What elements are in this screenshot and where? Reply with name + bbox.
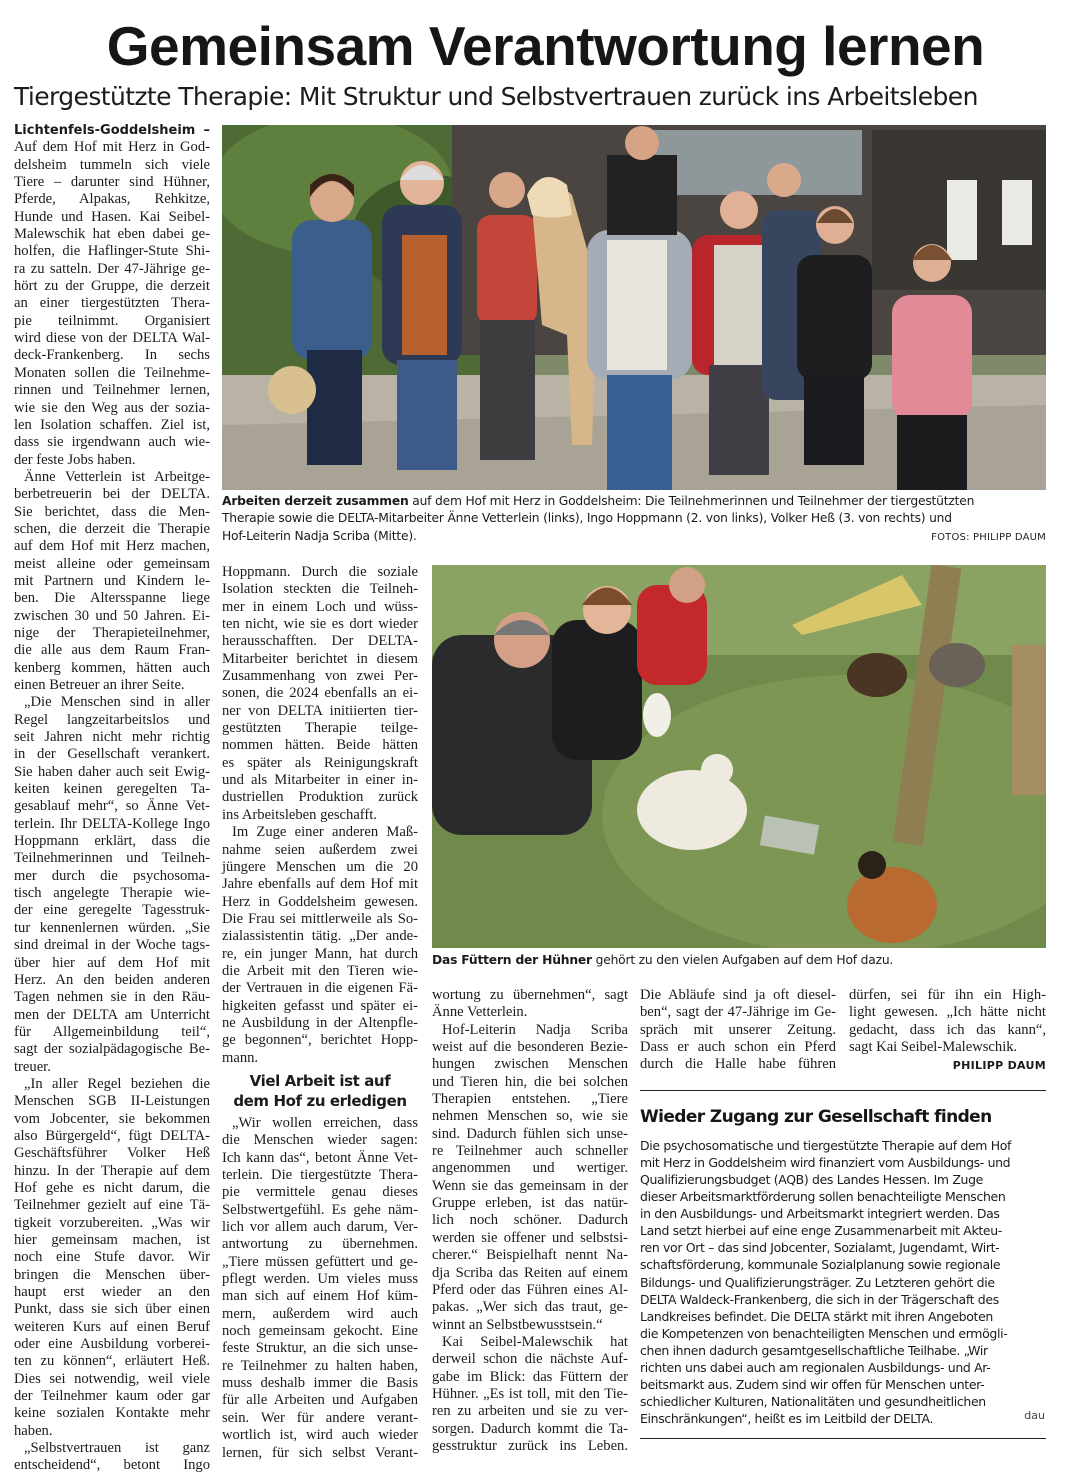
text-line: Wenn sie das gemeinsam in der (432, 1177, 628, 1194)
headline: Gemeinsam Verantwortung lernen (106, 15, 985, 77)
infobox-line: dieser Arbeitsmarktförderung sollen benachteiligte Menschen (640, 1189, 1006, 1205)
text-line: nige der Therapieteilnehmer, (14, 624, 210, 641)
text-line: Tiere – darunter sind Hühner, (14, 174, 210, 191)
paragraph (14, 139, 210, 469)
text-line: sind dreimal in der Woche tags- (14, 937, 210, 954)
text-line: Teilnehmerinnen und Teilneh- (14, 850, 210, 867)
author-byline: PHILIPP DAUM (952, 1059, 1046, 1073)
text-line: gestützten Therapie teilge- (222, 720, 418, 737)
text-line: pie teilnimmt. Organisiert (14, 312, 210, 329)
divider (640, 1438, 1046, 1439)
text-line: Regel langzeitarbeitslos und (14, 711, 210, 728)
text-line: terlein. Ihr DELTA-Kollege Ingo (14, 815, 210, 832)
caption-line: Hof-Leiterin Nadja Scriba (Mitte). (222, 528, 417, 543)
text-line: Dass er auch schon ein Pferd (640, 1039, 836, 1056)
article-column-1 (14, 122, 210, 1475)
text-line: men der DELTA am Unterricht (14, 1006, 210, 1023)
text-line: und als Mitarbeiter in einer in- (222, 772, 418, 789)
text-line: sorgen. Dadurch kommt die Ta- (432, 1420, 628, 1437)
text-line: entscheidend“, betont Ingo (14, 1457, 210, 1474)
text-line: hungen zwischen Menschen (432, 1056, 628, 1073)
photo-credit: FOTOS: PHILIPP DAUM (931, 532, 1046, 543)
paragraph (432, 987, 628, 1022)
caption-text: gehört zu den vielen Aufgaben auf dem Hof dazu. (591, 953, 894, 967)
infobox-line: Landkreises befindet. Die DELTA stärkt mit ihren Angeboten (640, 1308, 993, 1324)
subheading-line: dem Hof zu erledigen (233, 1091, 407, 1110)
text-line: also Bürgergeld“, fügt DELTA- (14, 1127, 210, 1144)
infobox-line: schiedlicher Kulturen, Nationalitäten und gesundheitlichen (640, 1393, 986, 1409)
infobox-line: Qualifizierungsbudget (AQB) des Landes Hessen. Im Zuge (640, 1172, 983, 1188)
infobox-line: schaftsförderung, kommunale Sozialplanung sowie regionale (640, 1257, 1001, 1273)
text-line: auf dem Hof mit Herz machen, (14, 538, 210, 555)
text-line: „Selbstvertrauen ist ganz (24, 1440, 210, 1457)
text-line: len Isolation schaffen. Ziel ist, (14, 416, 210, 433)
text-line: Pferd oder das Führen eines Al- (432, 1281, 628, 1298)
text-line: ren zu arbeiten und sie zu ver- (432, 1403, 628, 1420)
caption-line: Therapie sowie die DELTA-Mitarbeiter Änne Vetterlein (links), Ingo Hoppmann (2. von links), Volker Heß (3. von rechts) und (222, 511, 952, 526)
infobox-line: in den Ausbildungs- und Arbeitsmarkt integriert werden. Das (640, 1206, 1000, 1222)
infobox-line: chen ihnen dadurch gesamtgesellschaftliche Teilhabe. „Wir (640, 1342, 988, 1358)
text-line: pie vermittele genau dieses (222, 1184, 418, 1201)
text-line: die alle aus dem Raum Fran- (14, 642, 210, 659)
group-photo (222, 125, 1046, 490)
text-line: nahme seien außerdem zwei (222, 841, 418, 858)
text-line: keiten keinen geregelten Ta- (14, 781, 210, 798)
text-line: Die Frau sei mittlerweile als So- (222, 910, 418, 927)
subheading (222, 1071, 418, 1111)
text-line: Änne Vetterlein ist Arbeitge- (24, 468, 210, 485)
text-line: ner von DELTA initiierten tier- (222, 702, 418, 719)
text-line: Menschen SGB II-Leistungen (14, 1093, 210, 1110)
text-line: wie sie den Weg aus der sozia- (14, 399, 210, 416)
text-line: Geschäftsführer Volker Heß (14, 1145, 210, 1162)
infobox-line: richten uns dabei auch am regionalen Ausbildungs- und Ar- (640, 1359, 991, 1375)
text-line: deck-Frankenberg. In sechs (14, 347, 210, 364)
dateline (14, 122, 210, 139)
text-line: gesstruktur zurück ins Leben. (432, 1437, 628, 1454)
text-line: mer in einem Loch und wüss- (222, 598, 418, 615)
text-line: Hoppmann erklärt, dass die (14, 833, 210, 850)
text-line: Hof gehe es nicht darum, die (14, 1179, 210, 1196)
text-line: „Die Menschen sind in aller (24, 694, 210, 711)
infobox-line: Die psychosomatische und tiergestützte Therapie auf dem Hof (640, 1138, 1012, 1153)
text-line: feste Struktur, an die sich unse- (222, 1340, 418, 1357)
subheadline: Tiergestützte Therapie: Mit Struktur und Selbstvertrauen zurück ins Arbeitsleben (14, 82, 978, 111)
article-column-4 (640, 987, 836, 1074)
text-line: Hoppmann. Durch die soziale (222, 564, 418, 580)
text-line: für Allgemeinbildung teil“, (14, 1023, 210, 1040)
text-line: lernen, für sich selbst Verant- (222, 1444, 418, 1461)
text-line: weist auf die besonderen Bezie- (432, 1039, 628, 1056)
text-line: nehmen Menschen so, wie sie (432, 1108, 628, 1125)
infobox-line: Land setzt hierbei auf eine enge Zusammenarbeit mit Akteu- (640, 1223, 1002, 1239)
infobox-text (640, 1137, 1050, 1427)
text-line: zialassistentin tätig. „Der ande- (222, 928, 418, 945)
text-line: gabe im Blick: das Füttern der (432, 1368, 628, 1385)
text-line: muss deshalb immer die Basis (222, 1375, 418, 1392)
infobox-line: die Kompetenzen von benachteiligten Menschen und ermögli- (640, 1325, 1008, 1341)
text-line: und Tieren hin, die bei solchen (432, 1073, 628, 1090)
text-line: delsheim tummeln sich viele (14, 156, 210, 173)
divider (640, 1090, 1046, 1091)
article-column-2 (222, 564, 418, 1462)
text-line: holfen, die Haflinger-Stute Shi- (14, 243, 210, 260)
text-line: die Arbeit mit den Tieren wie- (222, 962, 418, 979)
text-line: hier gemeinsam machen, ist (14, 1232, 210, 1248)
text-line: sein. Wer für andere verant- (222, 1409, 418, 1426)
text-line: cherer.“ Beispielhaft nennt Na- (432, 1247, 628, 1264)
text-line: ra zu satteln. Der 47-Jährige ge- (14, 260, 210, 277)
text-line: über hier auf dem Hof mit (14, 954, 210, 971)
text-line: vom Jobcenter, sie bekommen (14, 1110, 210, 1127)
text-line: dürfen, sei für ihn ein High- (849, 987, 1046, 1003)
text-line: light gewesen. „Ich hätte nicht (849, 1004, 1046, 1021)
text-line: wird diese von der DELTA Wal- (14, 330, 210, 347)
text-line: gesablauf mehr“, so Änne Vet- (14, 798, 210, 815)
text-line: Monaten sollen die Teilnehme- (14, 364, 210, 381)
text-line: die Menschen wieder sagen: (222, 1132, 418, 1149)
text-line: Gruppe erleben, ist das natür- (432, 1195, 628, 1212)
text-line: sagt Kai Seibel-Malewschik. (849, 1039, 1018, 1056)
text-line: der feste Jobs haben. (14, 451, 136, 468)
text-line: durch die Halle habe führen (640, 1056, 836, 1073)
text-line: herausschafften. Der DELTA- (222, 633, 418, 650)
text-line: pflegt werden. Um vieles muss (222, 1271, 418, 1288)
text-line: dustriellen Produktion zurück (222, 789, 418, 806)
paragraph (849, 987, 1046, 1056)
text-line: nommen hätten. Beide hätten (222, 737, 418, 754)
dateline-dash: – (203, 123, 210, 138)
text-line: schen, die derzeit die Therapie (14, 520, 210, 537)
text-line: Mitarbeiter berichtet in diesem (222, 650, 418, 667)
text-line: haupt erst wieder an den (14, 1284, 210, 1301)
text-line: spräch mit unserer Zeitung. (640, 1021, 836, 1038)
text-line: Punkt, dass sie sich über einen (14, 1301, 210, 1318)
text-line: mern, außerdem wird auch (222, 1305, 418, 1322)
text-line: sind. Dadurch fühlen sich unse- (432, 1125, 628, 1142)
text-line: für alle Arbeiten und Aufgaben (222, 1392, 418, 1409)
text-line: Therapien entstehen. „Tiere (432, 1091, 628, 1108)
paragraph (14, 1076, 210, 1440)
text-line: derweil schon die nächste Auf- (432, 1351, 628, 1368)
text-line: re, ein junger Mann, hat durch (222, 945, 418, 962)
paragraph (432, 1022, 628, 1334)
text-line: ten nicht, wie sie es dort wieder (222, 616, 418, 633)
text-line: ben. Die Altersspanne liege (14, 590, 210, 607)
text-line: Malewschik hat eben dabei ge- (14, 226, 210, 243)
paragraph (640, 987, 836, 1074)
infobox-line: ren vor Ort – das sind Jobcenter, Sozialamt, Jugendamt, Wirt- (640, 1240, 1000, 1256)
text-line: ne Ausbildung in der Altenpfle- (222, 1014, 418, 1031)
text-line: haben. (14, 1422, 53, 1439)
text-line: Sie berichtet, dass die Men- (14, 503, 210, 520)
paragraph (222, 1115, 418, 1462)
infobox-line: Bildungs- und Qualifizierungsträger. Zu Letzteren gehört die (640, 1274, 995, 1290)
text-line: Änne Vetterlein. (432, 1004, 528, 1021)
text-line: Die Abläufe sind ja oft diesel- (640, 987, 836, 1003)
text-line: mann. (222, 1049, 259, 1066)
subheading-line: Viel Arbeit ist auf (249, 1071, 391, 1090)
text-line: ins Arbeitsleben geschafft. (222, 806, 377, 823)
text-line: der Vertrauen in die eigenen Fä- (222, 980, 418, 997)
text-line: Isolation steckten die Teilneh- (222, 581, 418, 598)
text-line: einen Betreuer an ihrer Seite. (14, 677, 185, 693)
text-line: kenberg kommen, hätten auch (14, 659, 210, 676)
text-line: re Teilnehmer auch schneller (432, 1143, 628, 1160)
chicken-feeding-photo (432, 565, 1046, 948)
infobox-heading: Wieder Zugang zur Gesellschaft finden (640, 1107, 992, 1127)
infobox-line: Einschränkungen“, heißt es im Leitbild der DELTA. (640, 1411, 934, 1426)
text-line: Herz. An den beiden anderen (14, 971, 210, 988)
text-line: Jahre ebenfalls auf dem Hof mit (222, 876, 418, 893)
text-line: pakas. „Wer sich das traut, ge- (432, 1299, 628, 1316)
author-initials: dau (1024, 1409, 1045, 1422)
text-line: an einer tiergestützten Thera- (14, 295, 210, 312)
text-line: antwortung zu übernehmen. (222, 1236, 418, 1253)
text-line: dass sie irgendwann auch wie- (14, 434, 210, 451)
text-line: higkeiten gefasst und später ei- (222, 997, 418, 1014)
text-line: wortung zu übernehmen“, sagt (432, 987, 628, 1003)
article-column-3 (432, 987, 628, 1455)
text-line: Tagen nehmen sie in den Räu- (14, 989, 210, 1006)
text-line: es später als Reinigungskraft (222, 754, 418, 771)
text-line: Pferde, Alpakas, Rehkitze, (14, 191, 210, 208)
text-line: hört zu der Gruppe, die derzeit (14, 278, 210, 295)
text-line: terlein. Die tiergestützte Thera- (222, 1167, 418, 1183)
text-line: Teilnehmer gezielt auf eine Tä- (14, 1197, 210, 1214)
text-line: der Teilnehmer kaum oder gar (14, 1388, 210, 1405)
text-line: der eine geregelte Tagesstruk- (14, 902, 210, 919)
text-line: berbetreuerin bei der DELTA. (14, 486, 210, 503)
text-line: dja Scriba das Reiten auf einem (432, 1264, 628, 1281)
infobox-line: beitsmarkt aus. Zudem sind wir offen für Menschen unter- (640, 1376, 985, 1392)
text-line: ben“, sagt der 47-Jährige im Ge- (640, 1004, 836, 1021)
text-line: man sich auf einem Hof küm- (222, 1288, 418, 1305)
text-line: Auf dem Hof mit Herz in God- (14, 139, 210, 156)
text-line: sonen, die 2024 ebenfalls an ei- (222, 685, 418, 702)
text-line: noch eine Stufe davor. Wir (14, 1249, 210, 1266)
text-line: Hühner. „Es ist toll, mit den Tie- (432, 1385, 628, 1402)
text-line: tigkeit vorzubereiten. „Was wir (14, 1214, 210, 1231)
group-photo-caption (222, 493, 1046, 545)
text-line: bringen die Menschen über- (14, 1266, 210, 1283)
text-line: Dies sei notwendig, weil viele (14, 1370, 210, 1387)
text-line: Zusammenhang von zwei Per- (222, 668, 418, 685)
infobox-line: mit Herz in Goddelsheim wird finanziert vom Ausbildungs- und (640, 1155, 1011, 1171)
text-line: noch gemeinsam gekocht. Eine (222, 1323, 418, 1340)
text-line: „Tiere müssen gefüttert und ge- (222, 1253, 418, 1270)
text-line: weiteren Kurs auf einen Beruf (14, 1318, 210, 1335)
dateline-place: Lichtenfels-Goddelsheim (14, 123, 196, 138)
text-line: sagt der sozialpädagogische Be- (14, 1041, 210, 1058)
paragraph (222, 564, 418, 824)
text-line: lich noch schöner. Dadurch (432, 1212, 628, 1229)
text-line: hinzu. In der Therapie auf dem (14, 1162, 210, 1179)
text-line: Hof-Leiterin Nadja Scriba (442, 1021, 628, 1038)
text-line: zwischen 30 und 50 Jahren. Ei- (14, 607, 210, 624)
text-line: Hunde und Hasen. Kai Seibel- (14, 208, 210, 225)
text-line: ge begonnen“, berichtet Hopp- (222, 1032, 418, 1049)
text-line: rinnen und Teilnehmer lernen, (14, 382, 210, 399)
text-line: ten zu können“, erläutert Heß. (14, 1353, 210, 1370)
text-line: „In aller Regel beziehen die (24, 1075, 210, 1092)
text-line: re Teilnehmer zu halten haben, (222, 1357, 418, 1374)
text-line: Selbstwertgefühl. Es gehe näm- (222, 1201, 418, 1218)
text-line: mit Partnern und Kindern le- (14, 572, 210, 589)
article-column-5 (849, 987, 1046, 1074)
paragraph (14, 694, 210, 1076)
text-line: jüngere Menschen um die 20 (222, 858, 418, 875)
text-line: mer durch die psychosoma- (14, 867, 210, 884)
text-line: Sie haben daher auch seit Ewig- (14, 763, 210, 780)
text-line: „Wir wollen erreichen, dass (232, 1114, 418, 1131)
chicken-photo-caption (432, 952, 1046, 969)
caption-lead: Das Füttern der Hühner (432, 953, 592, 967)
text-line: in der Gesellschaft verankert. (14, 746, 210, 763)
caption-line: auf dem Hof mit Herz in Goddelsheim: Die Teilnehmerinnen und Teilnehmer der tiergestützten (408, 494, 975, 508)
text-line: Ich kann das“, betont Änne Vet- (222, 1149, 418, 1166)
text-line: tisch angelegte Therapie wie- (14, 885, 210, 902)
text-line: Kai Seibel-Malewschik hat (442, 1333, 628, 1350)
caption-lead: Arbeiten derzeit zusammen (222, 494, 409, 508)
text-line: Im Zuge einer anderen Maß- (232, 824, 418, 841)
text-line: keine sozialen Kontakte mehr (14, 1405, 210, 1422)
paragraph (432, 1334, 628, 1455)
text-line: tur kennenlernen würden. „Sie (14, 919, 210, 936)
paragraph (14, 469, 210, 694)
text-line: werden sie offener und selbstsi- (432, 1229, 628, 1246)
text-line: gedacht, dass ich das kann“, (849, 1021, 1046, 1038)
text-line: oder eine Ausbildung vorberei- (14, 1336, 210, 1353)
text-line: treuer. (14, 1058, 51, 1075)
text-line: wortlich ist, wird auch wieder (222, 1427, 418, 1444)
text-line: Herz in Goddelsheim gewesen. (222, 893, 418, 910)
text-line: meist alleine oder gemeinsam (14, 555, 210, 572)
text-line: winnt an Selbstbewusstsein.“ (432, 1316, 603, 1333)
text-line: lich vor allem auch darum, Ver- (222, 1219, 418, 1236)
infobox-line: DELTA Waldeck-Frankenberg, die sich in der Trägerschaft des (640, 1291, 999, 1307)
text-line: seit Jahren nicht mehr richtig (14, 729, 210, 746)
paragraph (14, 1440, 210, 1475)
text-line: angenommen und wertiger. (432, 1160, 628, 1177)
paragraph (222, 824, 418, 1067)
